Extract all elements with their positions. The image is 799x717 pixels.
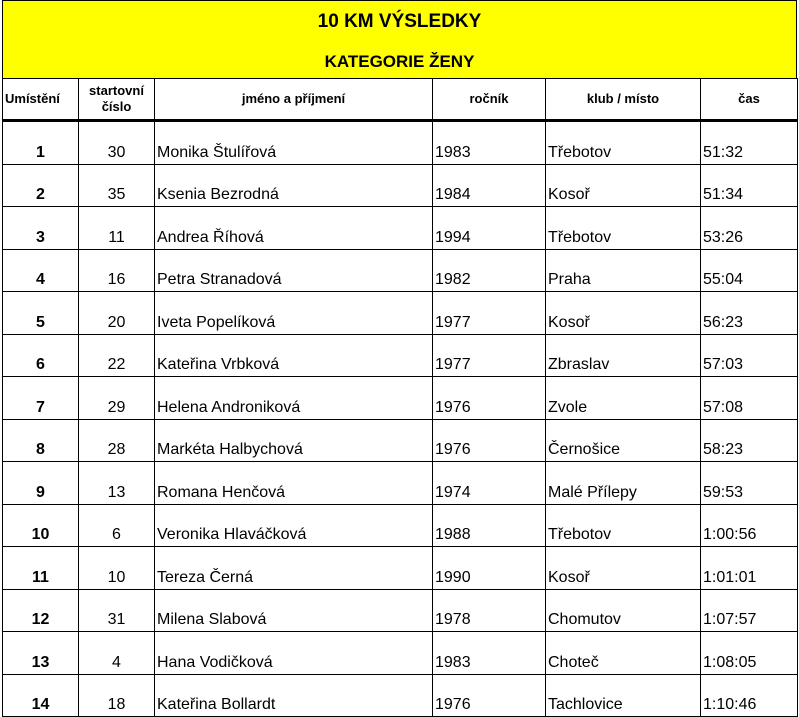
cell-time: 1:08:05	[701, 632, 798, 675]
cell-rank: 12	[3, 589, 79, 632]
table-row	[3, 589, 798, 632]
cell-bib: 29	[79, 377, 155, 420]
cell-name: Kateřina Vrbková	[155, 334, 433, 377]
cell-year: 1994	[433, 207, 546, 250]
cell-rank: 6	[3, 334, 79, 377]
table-header-row	[3, 79, 798, 121]
cell-rank: 2	[3, 164, 79, 207]
table-body	[3, 121, 798, 717]
table-row	[3, 462, 798, 505]
cell-time: 57:08	[701, 377, 798, 420]
cell-bib: 18	[79, 674, 155, 717]
cell-time: 51:34	[701, 164, 798, 207]
cell-rank: 14	[3, 674, 79, 717]
cell-rank: 11	[3, 547, 79, 590]
cell-time: 56:23	[701, 292, 798, 335]
table-row	[3, 292, 798, 335]
cell-name: Petra Stranadová	[155, 249, 433, 292]
cell-rank: 8	[3, 419, 79, 462]
cell-club: Choteč	[546, 632, 701, 675]
cell-bib: 16	[79, 249, 155, 292]
cell-year: 1976	[433, 674, 546, 717]
table-row	[3, 249, 798, 292]
table-row	[3, 632, 798, 675]
cell-time: 1:00:56	[701, 504, 798, 547]
cell-time: 59:53	[701, 462, 798, 505]
cell-rank: 10	[3, 504, 79, 547]
cell-year: 1977	[433, 292, 546, 335]
table-row	[3, 207, 798, 250]
cell-rank: 7	[3, 377, 79, 420]
cell-club: Třebotov	[546, 504, 701, 547]
cell-bib: 35	[79, 164, 155, 207]
cell-bib: 20	[79, 292, 155, 335]
cell-time: 53:26	[701, 207, 798, 250]
cell-time: 1:10:46	[701, 674, 798, 717]
cell-club: Zbraslav	[546, 334, 701, 377]
cell-rank: 3	[3, 207, 79, 250]
cell-year: 1977	[433, 334, 546, 377]
table-row	[3, 674, 798, 717]
cell-name: Kateřina Bollardt	[155, 674, 433, 717]
cell-time: 57:03	[701, 334, 798, 377]
cell-bib: 30	[79, 121, 155, 165]
col-header-time: čas	[701, 79, 798, 121]
cell-club: Chomutov	[546, 589, 701, 632]
cell-year: 1983	[433, 121, 546, 165]
cell-club: Zvole	[546, 377, 701, 420]
cell-time: 58:23	[701, 419, 798, 462]
cell-year: 1976	[433, 419, 546, 462]
cell-rank: 1	[3, 121, 79, 165]
cell-name: Veronika Hlaváčková	[155, 504, 433, 547]
col-header-bib	[79, 79, 155, 121]
table-row	[3, 121, 798, 165]
results-table	[2, 78, 798, 717]
cell-name: Monika Štulířová	[155, 121, 433, 165]
table-row	[3, 377, 798, 420]
col-header-bib-line2: číslo	[101, 99, 132, 114]
cell-bib: 11	[79, 207, 155, 250]
cell-bib: 10	[79, 547, 155, 590]
cell-year: 1982	[433, 249, 546, 292]
cell-name: Tereza Černá	[155, 547, 433, 590]
cell-year: 1978	[433, 589, 546, 632]
cell-name: Iveta Popelíková	[155, 292, 433, 335]
cell-name: Ksenia Bezrodná	[155, 164, 433, 207]
cell-time: 1:07:57	[701, 589, 798, 632]
cell-name: Hana Vodičková	[155, 632, 433, 675]
cell-name: Andrea Říhová	[155, 207, 433, 250]
cell-club: Praha	[546, 249, 701, 292]
cell-year: 1984	[433, 164, 546, 207]
cell-club: Třebotov	[546, 121, 701, 165]
cell-bib: 28	[79, 419, 155, 462]
page-title: 10 KM VÝSLEDKY	[317, 11, 482, 32]
cell-club: Kosoř	[546, 547, 701, 590]
table-row	[3, 419, 798, 462]
cell-club: Tachlovice	[546, 674, 701, 717]
cell-club: Třebotov	[546, 207, 701, 250]
cell-year: 1990	[433, 547, 546, 590]
cell-rank: 9	[3, 462, 79, 505]
cell-rank: 5	[3, 292, 79, 335]
cell-club: Malé Přílepy	[546, 462, 701, 505]
cell-year: 1983	[433, 632, 546, 675]
cell-name: Helena Androniková	[155, 377, 433, 420]
cell-time: 51:32	[701, 121, 798, 165]
cell-year: 1974	[433, 462, 546, 505]
cell-name: Romana Henčová	[155, 462, 433, 505]
table-row	[3, 547, 798, 590]
col-header-name: jméno a příjmení	[155, 79, 433, 121]
table-row	[3, 164, 798, 207]
cell-bib: 22	[79, 334, 155, 377]
cell-bib: 4	[79, 632, 155, 675]
cell-rank: 13	[3, 632, 79, 675]
table-row	[3, 504, 798, 547]
col-header-rank: Umístění	[3, 79, 79, 121]
cell-bib: 13	[79, 462, 155, 505]
cell-time: 1:01:01	[701, 547, 798, 590]
cell-year: 1988	[433, 504, 546, 547]
cell-year: 1976	[433, 377, 546, 420]
cell-time: 55:04	[701, 249, 798, 292]
table-row	[3, 334, 798, 377]
col-header-club: klub / místo	[546, 79, 701, 121]
cell-club: Kosoř	[546, 292, 701, 335]
col-header-bib-line1: startovní	[89, 83, 144, 98]
cell-name: Milena Slabová	[155, 589, 433, 632]
title-banner	[2, 0, 797, 78]
cell-bib: 31	[79, 589, 155, 632]
category-subtitle: KATEGORIE ŽENY	[324, 52, 475, 71]
cell-name: Markéta Halbychová	[155, 419, 433, 462]
cell-rank: 4	[3, 249, 79, 292]
col-header-year: ročník	[433, 79, 546, 121]
cell-club: Kosoř	[546, 164, 701, 207]
cell-bib: 6	[79, 504, 155, 547]
cell-club: Černošice	[546, 419, 701, 462]
